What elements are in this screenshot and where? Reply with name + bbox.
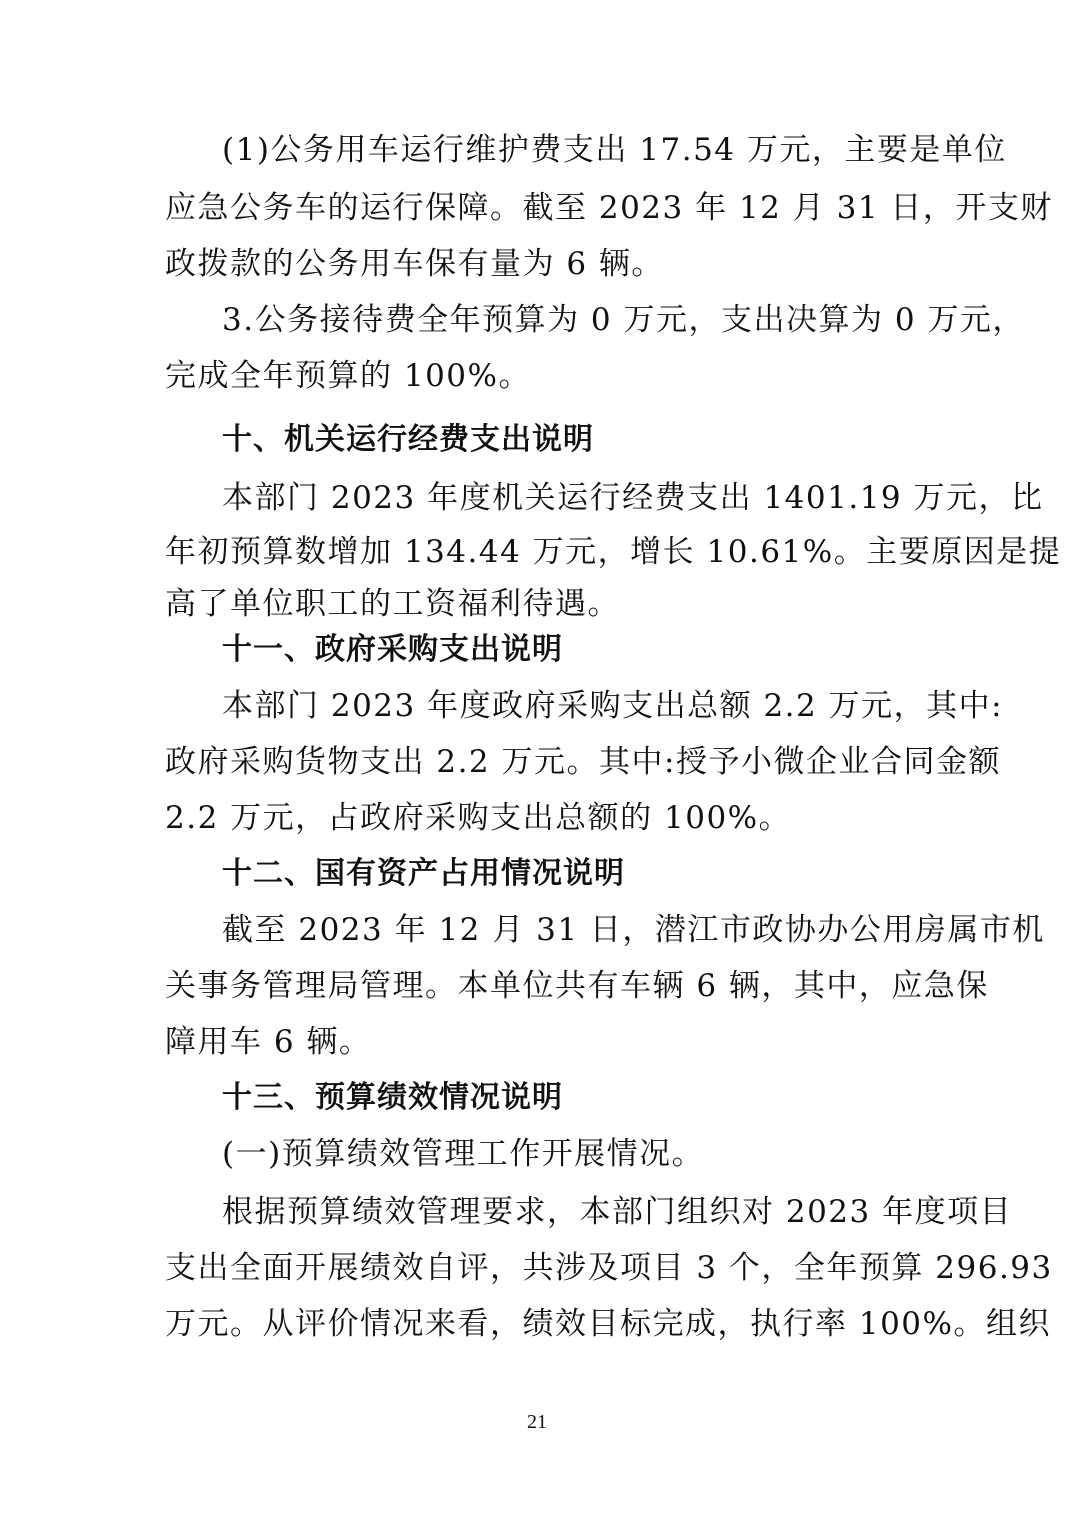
paragraph-line: 完成全年预算的 100%。 [165,358,531,394]
paragraph-line: 年初预算数增加 134.44 万元，增长 10.61%。主要原因是提 [165,534,1062,570]
paragraph-line: 应急公务车的运行保障。截至 2023 年 12 月 31 日，开支财 [165,190,1053,226]
section-heading: 十一、政府采购支出说明 [222,632,563,667]
paragraph-line: 政拨款的公务用车保有量为 6 辆。 [165,246,664,282]
paragraph-line: (一)预算绩效管理工作开展情况。 [222,1136,705,1172]
section-heading: 十、机关运行经费支出说明 [222,422,594,457]
paragraph-line: (1)公务用车运行维护费支出 17.54 万元，主要是单位 [222,132,1007,168]
paragraph-line: 3.公务接待费全年预算为 0 万元，支出决算为 0 万元， [222,302,1025,338]
paragraph-line: 本部门 2023 年度政府采购支出总额 2.2 万元，其中: [222,688,1004,724]
paragraph-line: 关事务管理局管理。本单位共有车辆 6 辆，其中，应急保 [165,968,989,1004]
paragraph-line: 万元。从评价情况来看，绩效目标完成，执行率 100%。组织 [165,1306,1051,1342]
paragraph-line: 障用车 6 辆。 [165,1024,372,1060]
paragraph-line: 2.2 万元，占政府采购支出总额的 100%。 [165,800,792,836]
paragraph-line: 截至 2023 年 12 月 31 日，潜江市政协办公用房属市机 [222,912,1045,948]
section-heading: 十三、预算绩效情况说明 [222,1080,563,1115]
paragraph-line: 支出全面开展绩效自评，共涉及项目 3 个，全年预算 296.93 [165,1250,1053,1286]
paragraph-line: 根据预算绩效管理要求，本部门组织对 2023 年度项目 [222,1194,1013,1230]
section-heading: 十二、国有资产占用情况说明 [222,856,625,891]
paragraph-line: 本部门 2023 年度机关运行经费支出 1401.19 万元，比 [222,480,1044,516]
paragraph-line: 政府采购货物支出 2.2 万元。其中:授予小微企业合同金额 [165,744,1001,780]
paragraph-line: 高了单位职工的工资福利待遇。 [165,586,620,622]
page-number: 21 [527,1411,547,1433]
